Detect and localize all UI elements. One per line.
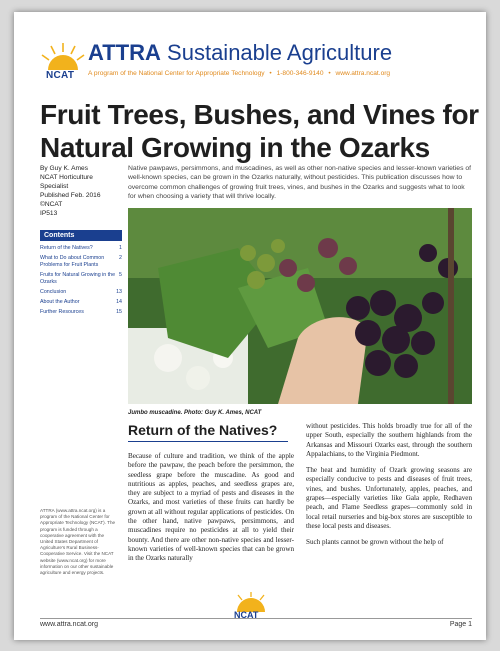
toc-item-page: 15 (116, 309, 122, 315)
publication-code: IP513 (40, 210, 58, 217)
tagline-url[interactable]: www.attra.ncat.org (335, 70, 391, 77)
author-byline: By Guy K. Ames (40, 165, 89, 172)
tagline-program: A program of the National Center for Appropriate Technology (88, 70, 265, 77)
toc-item[interactable] (40, 272, 122, 286)
toc-item-title: Fruits for Natural Growing in the Ozarks (40, 272, 116, 285)
toc-item[interactable] (40, 299, 122, 306)
header (40, 36, 472, 94)
toc-item-title: Further Resources (40, 309, 84, 315)
toc-item-title: Return of the Natives? (40, 245, 93, 251)
photo-caption: Jumbo muscadine. Photo: Guy K. Ames, NCAT (128, 410, 262, 416)
section-heading: Return of the Natives? (128, 422, 288, 442)
title-line-1: Fruit Trees, Bushes, and Vines for (40, 99, 479, 130)
toc-item-page: 2 (119, 255, 122, 261)
toc-item-title: What to Do about Common Problems for Fruit Plants (40, 255, 105, 268)
toc-item[interactable] (40, 255, 122, 269)
toc-item-page: 1 (119, 245, 122, 251)
footer-logo-text: NCAT (234, 610, 259, 620)
toc-item[interactable] (40, 309, 122, 316)
copyright: ©NCAT (40, 201, 63, 208)
toc-item-page: 14 (116, 299, 122, 305)
footer-ncat-logo (228, 592, 274, 622)
toc-item-page: 13 (116, 289, 122, 295)
body-column-1: Because of culture and tradition, we think of the apple before the pawpaw, the peach before the persimmon, the seedless grape before the muscadine. As good and nutritious as apples, peaches, and seedless grapes are, they are subject to a myriad of pests and diseases in the Ozarks, and most varieties of these fruits can hardly be grown at all without regular applications of pesticides. On the other hand, native pawpaws, persimmons, and muscadines require no pesticides at all to yield their bounty. And there are other non-native species and lesser-known varieties of well-known species that can be grown in the Ozarks naturally (128, 452, 294, 563)
document-page (14, 12, 486, 640)
bullet-icon: • (328, 70, 331, 77)
body-paragraph: The heat and humidity of Ozark growing seasons are especially conducive to pests and diseases of fruit trees, vines, and bushes. Unfortunately, apples, peaches, and grapes—especially varieties like Gala apple, Redhaven peach, and Flame Seedless grapes—commonly sold in local retail nurseries and big-box stores are susceptible to these local pests and diseases. (306, 466, 472, 530)
author-block (40, 164, 122, 218)
published-date: Published Feb. 2016 (40, 192, 101, 199)
contents-heading: Contents (40, 230, 122, 241)
brand-rest: Sustainable Agriculture (167, 40, 393, 65)
footer-url[interactable]: www.attra.ncat.org (40, 621, 98, 628)
left-sidebar (40, 164, 122, 319)
body-paragraph: without pesticides. This holds broadly true for all of the upper South, especially the southern highlands from the Arkansas and Missouri Ozarks east, through the southern Appalachians, to the Virginia Piedmont. (306, 422, 472, 458)
muscadine-photo (128, 208, 472, 404)
brand-title (88, 40, 392, 66)
author-role-1: NCAT Horticulture (40, 174, 93, 181)
author-role-2: Specialist (40, 183, 69, 190)
body-column-2 (306, 422, 472, 555)
table-of-contents (40, 245, 122, 316)
page-number: Page 1 (449, 621, 472, 628)
intro-paragraph: Native pawpaws, persimmons, and muscadines, as well as other non-native species and lesser-known varieties of well-known species, can be grown in the Ozarks naturally, without pesticides. This publication discusses how to overcome common challenges of growing fruit trees, vines, and bushes in the Ozarks and suggests what to look for when choosing a variety that will thrive locally. (128, 165, 472, 201)
toc-item-title: About the Author (40, 299, 80, 305)
toc-item[interactable] (40, 245, 122, 252)
footer-sun-icon (228, 592, 274, 612)
toc-item[interactable] (40, 289, 122, 296)
tagline (88, 70, 390, 77)
brand-bold: ATTRA (88, 40, 161, 65)
page-title (40, 98, 480, 164)
body-paragraph: Such plants cannot be grown without the help of (306, 538, 444, 547)
toc-item-title: Conclusion (40, 289, 67, 295)
ncat-logo-text: NCAT (46, 70, 75, 81)
tagline-phone: 1-800-346-9140 (276, 70, 324, 77)
attra-program-note: ATTRA (www.attra.ncat.org) is a program of the National Center for Appropriate Technology (NCAT). The program is funded through a cooperative agreement with the United States Department of Agriculture's Rural Business-Cooperative Service. Visit the NCAT website (www.ncat.org) for more information on our other sustainable agriculture and energy projects. (40, 508, 116, 576)
bullet-icon: • (269, 70, 272, 77)
title-line-2: Natural Growing in the Ozarks (40, 132, 430, 163)
toc-item-page: 5 (119, 272, 122, 278)
